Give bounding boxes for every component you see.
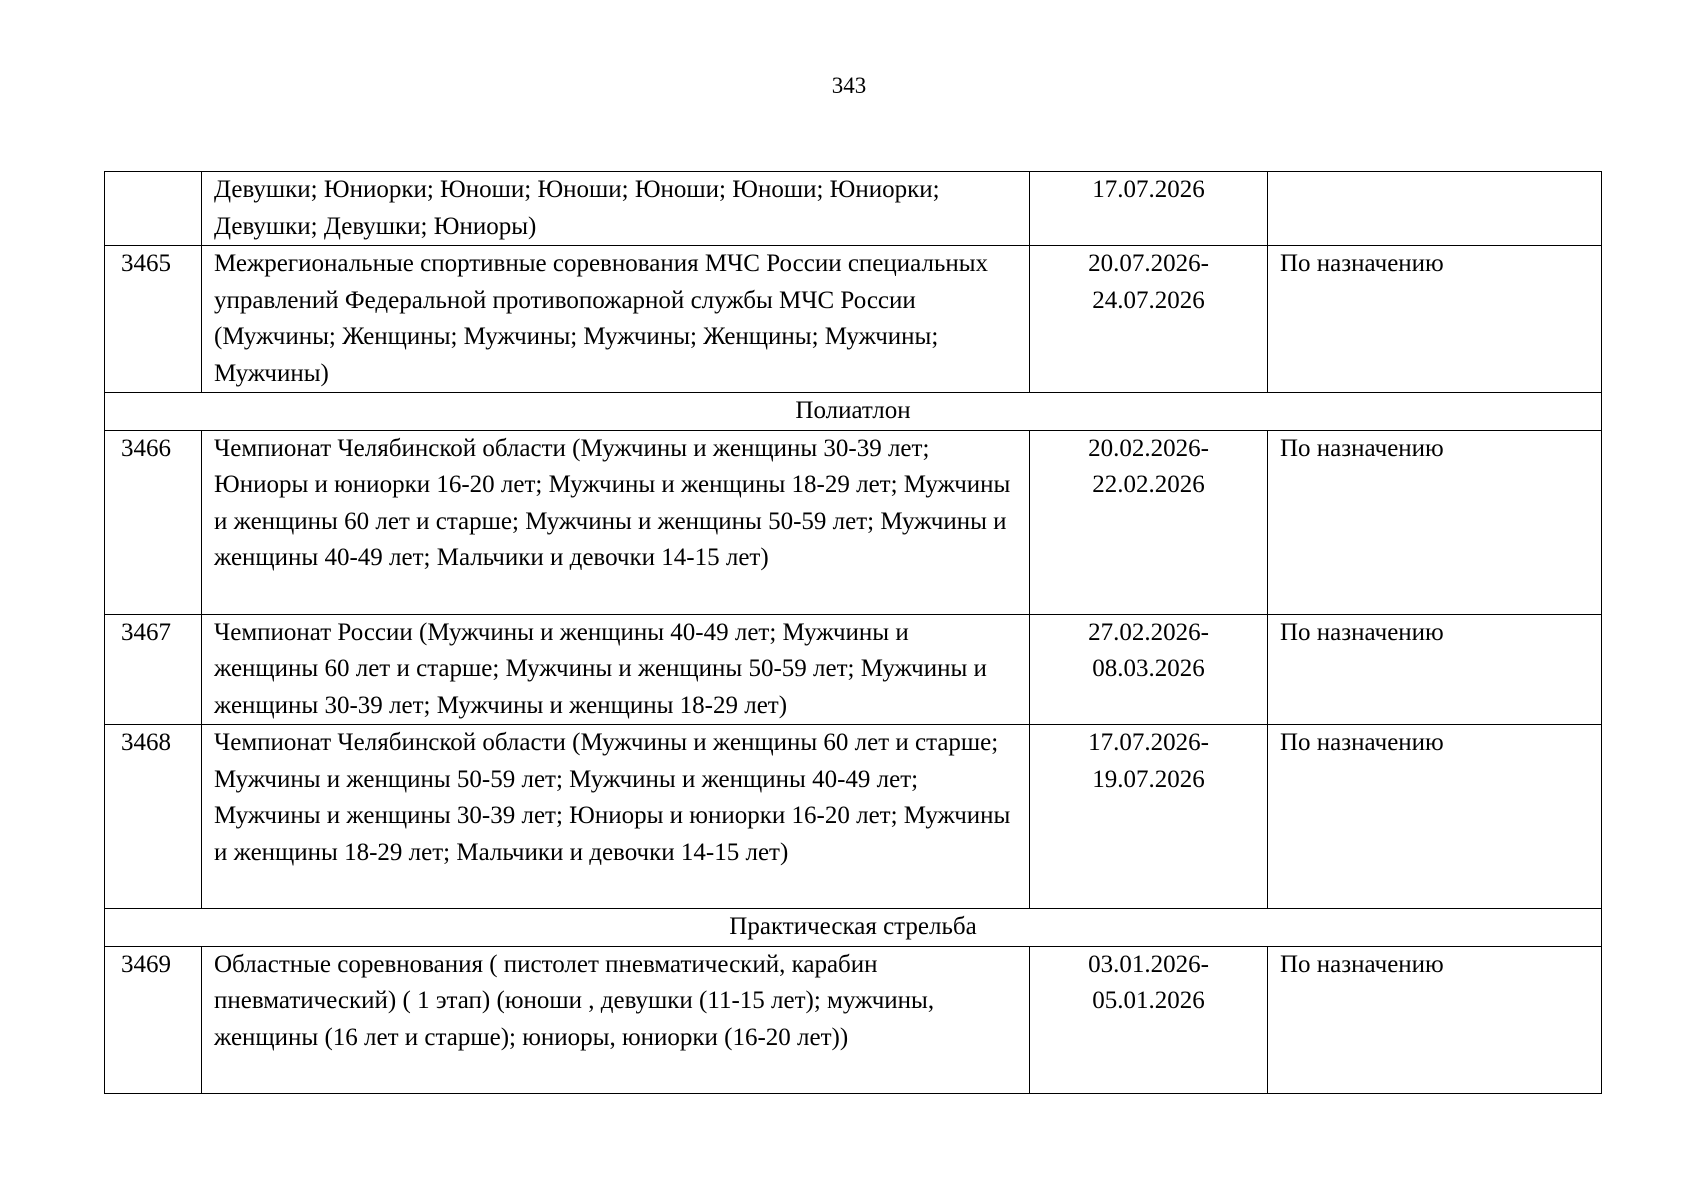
event-date (1030, 946, 1268, 1093)
event-place (1268, 172, 1602, 246)
section-heading: Полиатлон (105, 393, 1602, 431)
event-place: По назначению (1268, 946, 1602, 1093)
event-name: Межрегиональные спортивные соревнования МЧС России специальных управлений Федеральной противопожарной службы МЧС России (Мужчины; Женщины; Мужчины; Мужчины; Женщины; Мужчины; Мужчины) (202, 246, 1030, 393)
section-heading: Практическая стрельба (105, 909, 1602, 947)
date-end: 05.01.2026 (1092, 987, 1205, 1014)
page-number: 343 (831, 73, 867, 98)
row-number: 3465 (105, 246, 202, 393)
event-place: По назначению (1268, 725, 1602, 909)
row-number (105, 172, 202, 246)
event-date (1030, 246, 1268, 393)
event-name: Областные соревнования ( пистолет пневматический, карабин пневматический) ( 1 этап) (юноши , девушки (11-15 лет); мужчины, женщины (16 лет и старше); юниоры, юниорки (16-20 лет)) (202, 946, 1030, 1093)
date-start: 17.07.2026- (1088, 729, 1209, 756)
event-name: Чемпионат Челябинской области (Мужчины и женщины 30-39 лет; Юниоры и юниорки 16-20 лет; Мужчины и женщины 18-29 лет; Мужчины и женщины 60 лет и старше; Мужчины и женщины 50-59 лет; Мужчины и женщины 40-49 лет; Мальчики и девочки 14-15 лет) (202, 430, 1030, 614)
table-row (105, 946, 1602, 1093)
table-row (105, 246, 1602, 393)
event-name: Чемпионат Челябинской области (Мужчины и женщины 60 лет и старше; Мужчины и женщины 50-59 лет; Мужчины и женщины 40-49 лет; Мужчины и женщины 30-39 лет; Юниоры и юниорки 16-20 лет; Мужчины и женщины 18-29 лет; Мальчики и девочки 14-15 лет) (202, 725, 1030, 909)
date-start: 20.07.2026- (1088, 250, 1209, 277)
event-name: Девушки; Юниорки; Юноши; Юноши; Юноши; Юноши; Юниорки; Девушки; Девушки; Юниоры) (202, 172, 1030, 246)
date-end: 22.02.2026 (1092, 471, 1205, 498)
date-start: 27.02.2026- (1088, 618, 1209, 646)
date-end: 08.03.2026 (1092, 655, 1205, 682)
table-row (105, 172, 1602, 246)
table-row (105, 725, 1602, 909)
date-start: 03.01.2026- (1088, 950, 1209, 978)
row-number: 3468 (105, 725, 202, 909)
date-start: 20.02.2026- (1088, 434, 1209, 462)
event-date (1030, 614, 1268, 725)
date-text: 17.07.2026 (1092, 176, 1205, 203)
section-row (105, 393, 1602, 431)
row-number: 3466 (105, 430, 202, 614)
date-end: 19.07.2026 (1092, 765, 1205, 793)
row-number: 3469 (105, 946, 202, 1093)
section-row (105, 909, 1602, 947)
table-row (105, 614, 1602, 725)
event-date (1030, 725, 1268, 909)
row-number: 3467 (105, 614, 202, 725)
event-place: По назначению (1268, 614, 1602, 725)
event-place: По назначению (1268, 430, 1602, 614)
event-date (1030, 430, 1268, 614)
table-row (105, 430, 1602, 614)
competitions-table (104, 171, 1602, 1094)
date-end: 24.07.2026 (1092, 286, 1205, 314)
event-place: По назначению (1268, 246, 1602, 393)
event-date (1030, 172, 1268, 246)
event-name: Чемпионат России (Мужчины и женщины 40-49 лет; Мужчины и женщины 60 лет и старше; Мужчины и женщины 50-59 лет; Мужчины и женщины 30-39 лет; Мужчины и женщины 18-29 лет) (202, 614, 1030, 725)
